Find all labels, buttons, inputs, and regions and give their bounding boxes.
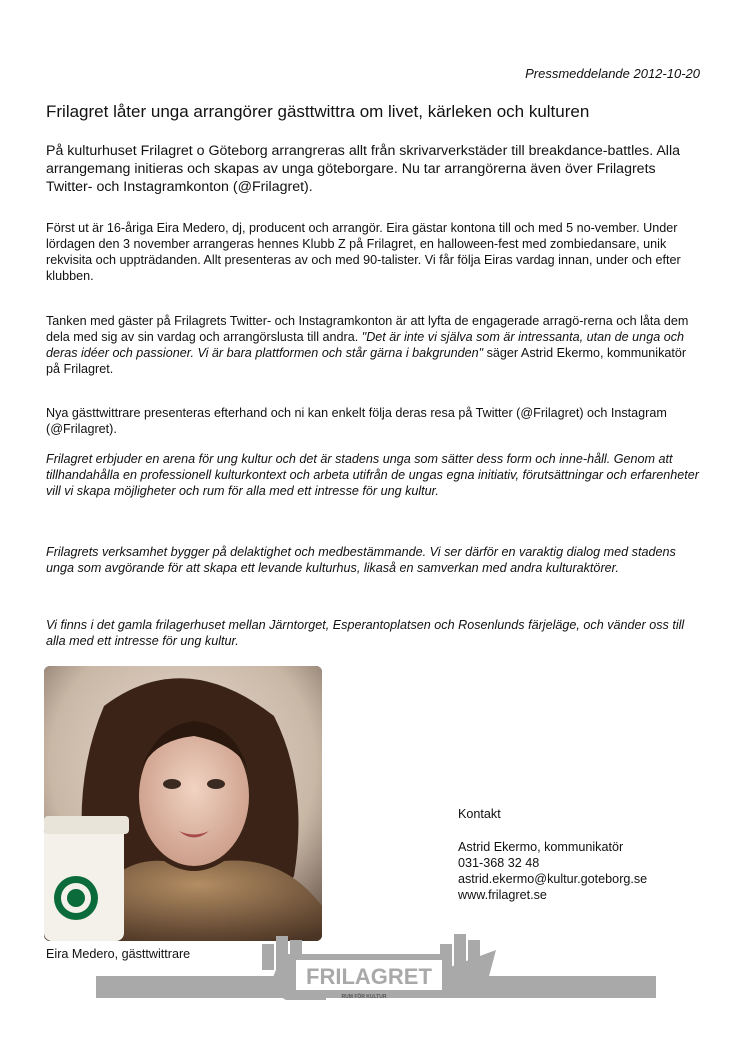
lead-paragraph: På kulturhuset Frilagret o Göteborg arrangreras allt från skrivarverkstäder till breakdance-battles. Alla arrangemang initieras och skapas av unga göteborgare. Nu tar arrangörerna även över Frilagrets Twitter- och Instagramkonton (@Frilagret). [46,143,680,195]
contact-phone: 031-368 32 48 [458,856,540,870]
contact-name: Astrid Ekermo, kommunikatör [458,840,624,854]
contact-heading: Kontakt [458,807,501,821]
photo-caption: Eira Medero, gästtwittrare [46,947,191,961]
logo-tagline: RUM FÖR KULTUR [341,994,387,1000]
paragraph-about-arena: Frilagret erbjuder en arena för ung kultur och det är stadens unga som sätter dess form och inne-håll. Genom att tillhandahålla en professionell kulturkontext och arbeta utifrån de ungas egna initiativ, förutsättningar och erfarenheter vill vi skapa möjligheter och rum för alla med ett intresse för ung kultur. [46,452,699,498]
contact-website[interactable]: www.frilagret.se [458,888,547,902]
contact-email[interactable]: astrid.ekermo@kultur.goteborg.se [458,872,648,886]
page-title: Frilagret låter unga arrangörer gästtwittra om livet, kärleken och kulturen [46,102,590,121]
logo-graphic [96,930,656,1000]
portrait-illustration [44,666,322,941]
press-release-date: Pressmeddelande 2012-10-20 [525,66,700,81]
contact-block [458,806,647,903]
quote-attribution: säger Astrid Ekermo, kommunikatör på Frilagret. [46,346,687,376]
quote-text: "Det är inte vi själva som är intressanta, utan de unga och deras idéer och passioner. Vi är bara plattformen och står gärna i bakgrunden" [46,330,685,360]
paragraph-guests [46,313,701,377]
paragraph-follow: Nya gästtwittrare presenteras efterhand och ni kan enkelt följa deras resa på Twitter (@Frilagret) och Instagram (@Frilagret). [46,406,667,436]
paragraph-location: Vi finns i det gamla frilagerhuset mellan Järntorget, Esperantoplatsen och Rosenlunds färjeläge, och vänder oss till alla med ett intresse för ung kultur. [46,618,685,648]
logo-wordmark: FRILAGRET [306,964,432,989]
portrait-photo [44,666,322,941]
frilagret-logo [96,930,656,1005]
contact-spacer [458,822,647,839]
paragraph-eira: Först ut är 16-åriga Eira Medero, dj, producent och arrangör. Eira gästar kontona till och med 5 no-vember. Under lördagen den 3 november arrangeras hennes Klubb Z på Frilagret, en halloween-fest med zombiedansare, unik rekvisita och uppträdanden. Allt presenteras av och med 90-talister. Vi får följa Eiras vardag innan, under och efter klubben. [46,221,681,283]
paragraph-about-participation: Frilagrets verksamhet bygger på delaktighet och medbestämmande. Vi ser därför en varaktig dialog med stadens unga som avgörande för att skapa ett levande kulturhus, likaså en samverkan med andra kulturaktörer. [46,545,676,575]
paragraph-guests-intro: Tanken med gäster på Frilagrets Twitter- och Instagramkonton är att lyfta de engagerade arragö-rerna och låta dem dela med sig av sin vardag och arrangörslusta till andra. [46,314,689,344]
